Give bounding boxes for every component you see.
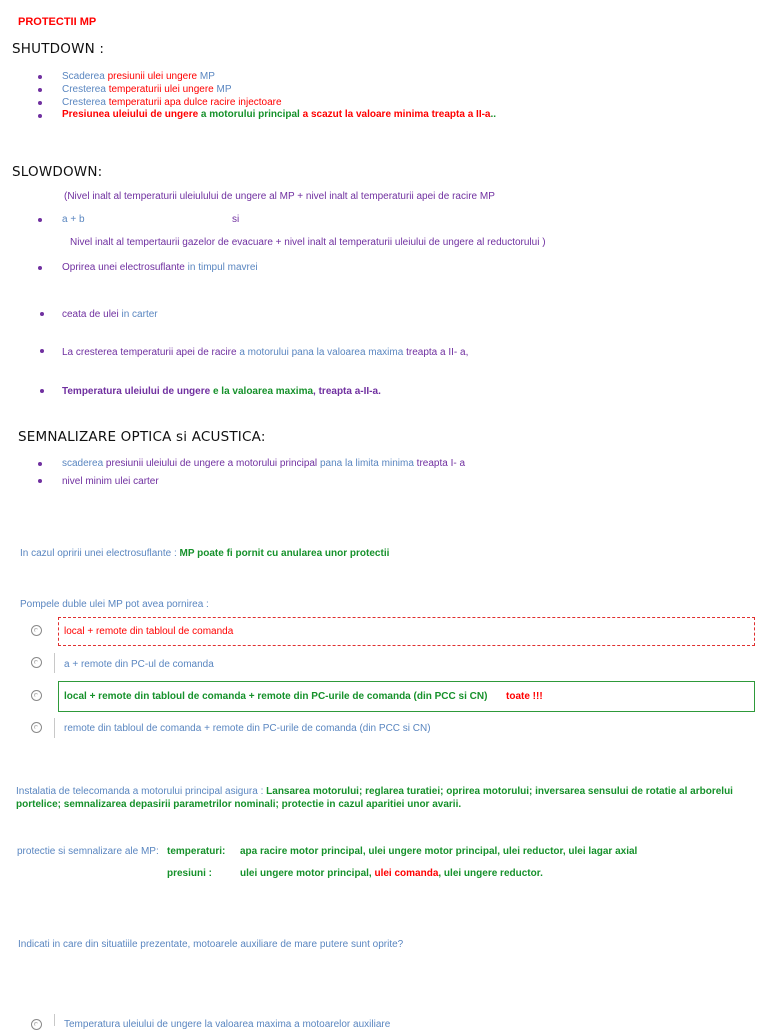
bullet-icon [40, 312, 44, 316]
protectie-label: protectie si semnalizare ale MP: [17, 846, 159, 857]
shutdown-item-3: Cresterea temperaturii apa dulce racire injectoare [62, 97, 282, 108]
shutdown-item-4: Presiunea uleiului de ungere a motorului principal a scazut la valoare minima treapta a II-a.. [62, 109, 497, 120]
telecomanda-line-1: Instalatia de telecomanda a motorului principal asigura : Lansarea motorului; reglarea turatiei; oprirea motorului; inversarea sensului de rotatie al arborelui [16, 786, 733, 797]
electrosuflante-question: In cazul opririi unei electrosuflante : MP poate fi pornit cu anularea unor protectii [20, 548, 390, 559]
radio-option-1[interactable] [31, 625, 42, 636]
bottom-option-label: Temperatura uleiului de ungere la valoarea maxima a motoarelor auxiliare [64, 1019, 391, 1030]
protectie-pres-label: presiuni : [167, 868, 213, 879]
shutdown-heading: SHUTDOWN : [12, 41, 105, 57]
radio-option-bottom[interactable] [31, 1019, 42, 1030]
slowdown-ab: a + b [62, 214, 85, 225]
option-3-note: toate !!! [506, 691, 543, 702]
bullet-icon [40, 389, 44, 393]
final-question: Indicati in care din situatiile prezentate, motoarele auxiliare de mare putere sunt oprite? [18, 939, 404, 950]
option-divider [54, 718, 55, 738]
bullet-icon [38, 218, 42, 222]
bullet-icon [38, 479, 42, 483]
protectie-temp-value: apa racire motor principal, ulei ungere motor principal, ulei reductor, ulei lagar axial [240, 846, 638, 857]
shutdown-item-1: Scaderea presiunii ulei ungere MP [62, 71, 215, 82]
option-divider [54, 653, 55, 673]
bullet-icon [38, 101, 42, 105]
slowdown-item-ceata: ceata de ulei in carter [62, 309, 158, 320]
slowdown-heading: SLOWDOWN: [12, 164, 103, 180]
slowdown-condition-b: Nivel inalt al tempertaurii gazelor de evacuare + nivel inalt al temperaturii uleiului de ungere al reductorului ) [70, 237, 546, 248]
slowdown-si: si [232, 214, 240, 225]
slowdown-condition-a: (Nivel inalt al temperaturii uleiulului de ungere al MP + nivel inalt al temperaturii apei de racire MP [64, 191, 495, 202]
radio-option-4[interactable] [31, 722, 42, 733]
option-2-label: a + remote din PC-ul de comanda [64, 659, 214, 670]
telecomanda-line-2: portelice; semnalizarea depasirii parametrilor nominali; protectie in cazul aparitiei unor avarii. [16, 799, 462, 810]
slowdown-item-oprirea: Oprirea unei electrosuflante in timpul mavrei [62, 262, 258, 273]
option-1-label: local + remote din tabloul de comanda [64, 626, 234, 637]
bullet-icon [38, 462, 42, 466]
slowdown-item-temperatura: Temperatura uleiului de ungere e la valoarea maxima, treapta a-II-a. [62, 386, 381, 397]
radio-option-3[interactable] [31, 690, 42, 701]
protectie-pres-value: ulei ungere motor principal, ulei comanda, ulei ungere reductor. [240, 868, 543, 879]
bullet-icon [38, 75, 42, 79]
option-3-label: local + remote din tabloul de comanda + remote din PC-urile de comanda (din PCC si CN) [64, 691, 488, 702]
bullet-icon [38, 266, 42, 270]
radio-option-2[interactable] [31, 657, 42, 668]
shutdown-item-2: Cresterea temperaturii ulei ungere MP [62, 84, 232, 95]
protectie-temp-label: temperaturi: [167, 846, 226, 857]
option-divider [54, 1014, 55, 1026]
bullet-icon [38, 114, 42, 118]
bullet-icon [40, 349, 44, 353]
semnalizare-item-1: scaderea presiunii uleiului de ungere a motorului principal pana la limita minima treapta I- a [62, 458, 466, 469]
slowdown-item-crestere: La cresterea temperaturii apei de racire a motorului pana la valoarea maxima treapta a II- a, [62, 347, 469, 358]
pompe-question: Pompele duble ulei MP pot avea pornirea : [20, 599, 209, 610]
option-4-label: remote din tabloul de comanda + remote din PC-urile de comanda (din PCC si CN) [64, 723, 431, 734]
page-title: PROTECTII MP [18, 16, 97, 28]
semnalizare-heading: SEMNALIZARE OPTICA si ACUSTICA: [18, 429, 266, 445]
semnalizare-item-2: nivel minim ulei carter [62, 476, 159, 487]
bullet-icon [38, 88, 42, 92]
